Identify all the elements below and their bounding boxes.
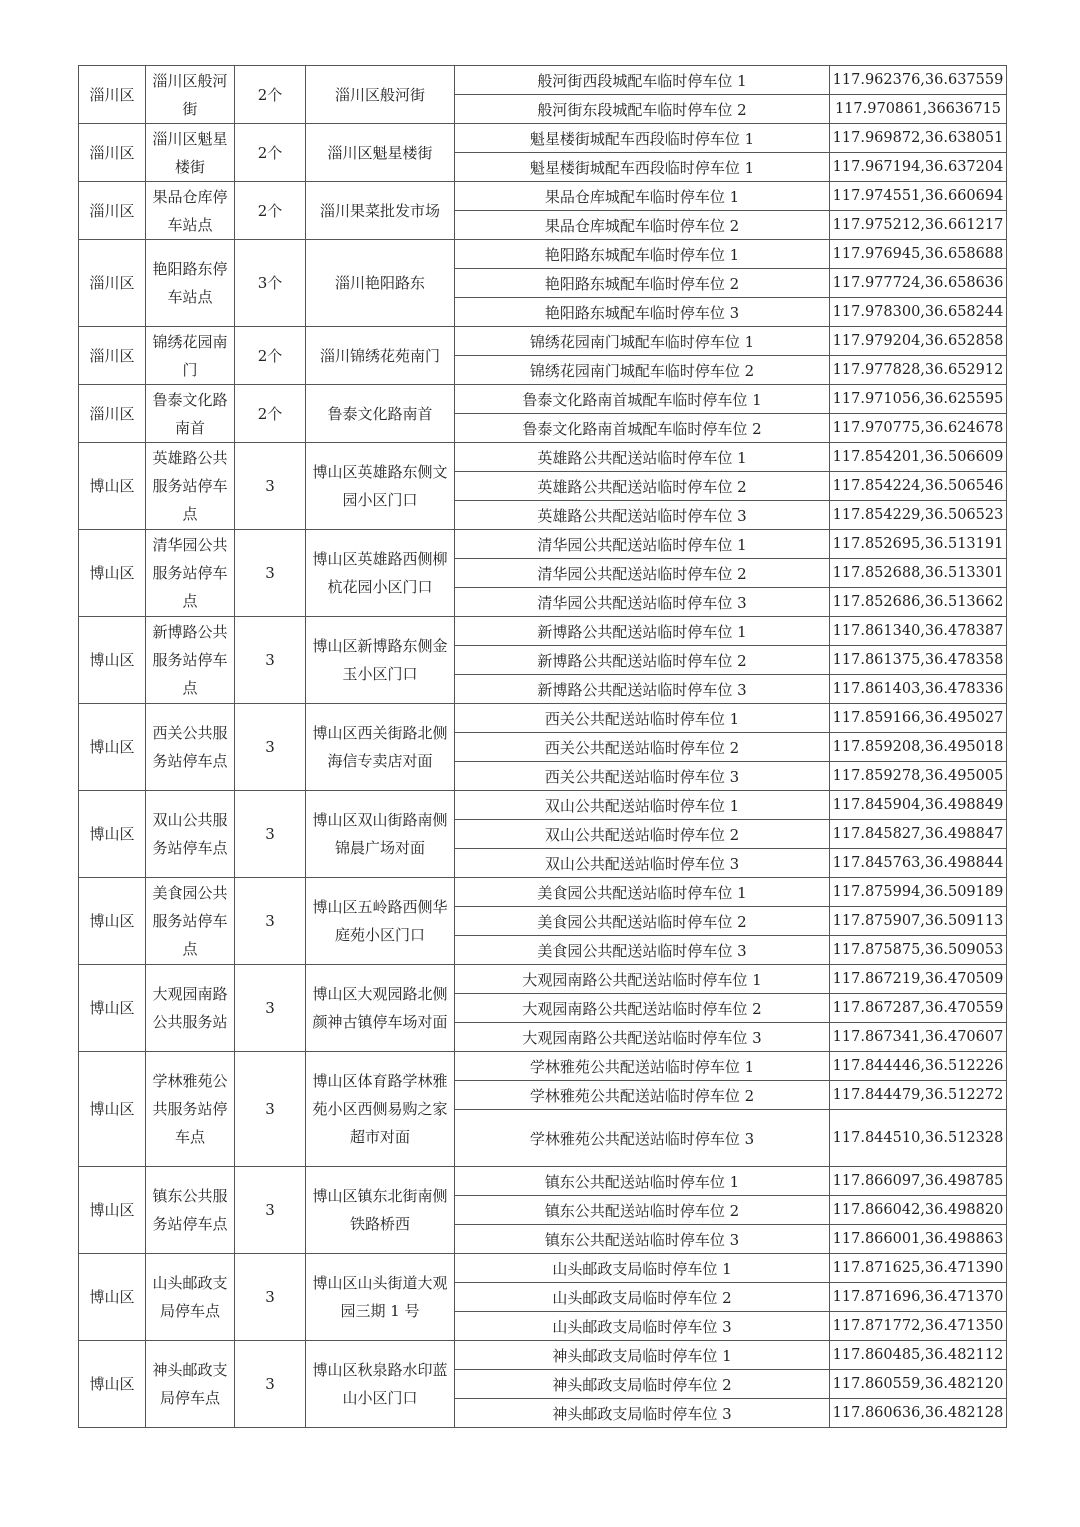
district-cell: 博山区	[79, 878, 146, 965]
space-name-cell: 镇东公共配送站临时停车位 3	[455, 1225, 830, 1254]
space-name-cell: 镇东公共配送站临时停车位 2	[455, 1196, 830, 1225]
site-name-cell: 西关公共服务站停车点	[146, 704, 235, 791]
table-row	[79, 965, 1007, 994]
district-cell: 博山区	[79, 791, 146, 878]
table-row	[79, 704, 1007, 733]
space-name-cell: 英雄路公共配送站临时停车位 1	[455, 443, 830, 472]
space-name-cell: 艳阳路东城配车临时停车位 1	[455, 240, 830, 269]
coordinates-cell: 117.875907,36.509113	[830, 907, 1007, 936]
table-row	[79, 791, 1007, 820]
table-row	[79, 1167, 1007, 1196]
space-count-cell: 2个	[235, 385, 306, 443]
space-name-cell: 新博路公共配送站临时停车位 1	[455, 617, 830, 646]
location-cell: 鲁泰文化路南首	[306, 385, 455, 443]
coordinates-cell: 117.860636,36.482128	[830, 1399, 1007, 1428]
location-cell: 淄川区魁星楼街	[306, 124, 455, 182]
space-name-cell: 双山公共配送站临时停车位 2	[455, 820, 830, 849]
coordinates-cell: 117.860485,36.482112	[830, 1341, 1007, 1370]
location-cell: 博山区秋泉路水印蓝山小区门口	[306, 1341, 455, 1428]
space-name-cell: 新博路公共配送站临时停车位 2	[455, 646, 830, 675]
table-row	[79, 1052, 1007, 1081]
coordinates-cell: 117.867219,36.470509	[830, 965, 1007, 994]
coordinates-cell: 117.854224,36.506546	[830, 472, 1007, 501]
coordinates-cell: 117.867287,36.470559	[830, 994, 1007, 1023]
coordinates-cell: 117.859166,36.495027	[830, 704, 1007, 733]
district-cell: 淄川区	[79, 66, 146, 124]
district-cell: 博山区	[79, 1052, 146, 1167]
coordinates-cell: 117.875994,36.509189	[830, 878, 1007, 907]
coordinates-cell: 117.854201,36.506609	[830, 443, 1007, 472]
site-name-cell: 英雄路公共服务站停车点	[146, 443, 235, 530]
coordinates-cell: 117.970861,36636715	[830, 95, 1007, 124]
space-name-cell: 魁星楼街城配车西段临时停车位 1	[455, 124, 830, 153]
space-name-cell: 锦绣花园南门城配车临时停车位 1	[455, 327, 830, 356]
location-cell: 淄川艳阳路东	[306, 240, 455, 327]
coordinates-cell: 117.845904,36.498849	[830, 791, 1007, 820]
site-name-cell: 锦绣花园南门	[146, 327, 235, 385]
district-cell: 淄川区	[79, 385, 146, 443]
space-name-cell: 西关公共配送站临时停车位 3	[455, 762, 830, 791]
coordinates-cell: 117.844510,36.512328	[830, 1110, 1007, 1167]
space-name-cell: 山头邮政支局临时停车位 3	[455, 1312, 830, 1341]
location-cell: 博山区英雄路东侧文园小区门口	[306, 443, 455, 530]
coordinates-cell: 117.844446,36.512226	[830, 1052, 1007, 1081]
site-name-cell: 美食园公共服务站停车点	[146, 878, 235, 965]
coordinates-cell: 117.969872,36.638051	[830, 124, 1007, 153]
location-cell: 淄川果菜批发市场	[306, 182, 455, 240]
location-cell: 博山区体育路学林雅苑小区西侧易购之家超市对面	[306, 1052, 455, 1167]
coordinates-cell: 117.871625,36.471390	[830, 1254, 1007, 1283]
space-name-cell: 美食园公共配送站临时停车位 2	[455, 907, 830, 936]
table-row	[79, 443, 1007, 472]
space-name-cell: 锦绣花园南门城配车临时停车位 2	[455, 356, 830, 385]
space-name-cell: 艳阳路东城配车临时停车位 3	[455, 298, 830, 327]
space-name-cell: 清华园公共配送站临时停车位 3	[455, 588, 830, 617]
district-cell: 淄川区	[79, 182, 146, 240]
space-count-cell: 3	[235, 1052, 306, 1167]
space-name-cell: 双山公共配送站临时停车位 3	[455, 849, 830, 878]
space-name-cell: 大观园南路公共配送站临时停车位 2	[455, 994, 830, 1023]
site-name-cell: 淄川区魁星楼街	[146, 124, 235, 182]
coordinates-cell: 117.975212,36.661217	[830, 211, 1007, 240]
table-row	[79, 617, 1007, 646]
space-name-cell: 清华园公共配送站临时停车位 1	[455, 530, 830, 559]
coordinates-cell: 117.844479,36.512272	[830, 1081, 1007, 1110]
space-name-cell: 神头邮政支局临时停车位 2	[455, 1370, 830, 1399]
space-count-cell: 3	[235, 1341, 306, 1428]
space-count-cell: 2个	[235, 124, 306, 182]
space-name-cell: 鲁泰文化路南首城配车临时停车位 1	[455, 385, 830, 414]
table-row	[79, 530, 1007, 559]
space-name-cell: 学林雅苑公共配送站临时停车位 1	[455, 1052, 830, 1081]
space-name-cell: 魁星楼街城配车西段临时停车位 1	[455, 153, 830, 182]
site-name-cell: 果品仓库停车站点	[146, 182, 235, 240]
space-count-cell: 3	[235, 965, 306, 1052]
space-name-cell: 清华园公共配送站临时停车位 2	[455, 559, 830, 588]
location-cell: 淄川锦绣花苑南门	[306, 327, 455, 385]
space-name-cell: 山头邮政支局临时停车位 2	[455, 1283, 830, 1312]
district-cell: 博山区	[79, 1254, 146, 1341]
coordinates-cell: 117.978300,36.658244	[830, 298, 1007, 327]
space-name-cell: 西关公共配送站临时停车位 1	[455, 704, 830, 733]
coordinates-cell: 117.852688,36.513301	[830, 559, 1007, 588]
site-name-cell: 鲁泰文化路南首	[146, 385, 235, 443]
table-row	[79, 182, 1007, 211]
table-row	[79, 878, 1007, 907]
site-name-cell: 大观园南路公共服务站	[146, 965, 235, 1052]
district-cell: 淄川区	[79, 124, 146, 182]
location-cell: 博山区新博路东侧金玉小区门口	[306, 617, 455, 704]
space-name-cell: 学林雅苑公共配送站临时停车位 3	[455, 1110, 830, 1167]
space-count-cell: 3	[235, 878, 306, 965]
coordinates-cell: 117.970775,36.624678	[830, 414, 1007, 443]
location-cell: 博山区双山街路南侧锦晨广场对面	[306, 791, 455, 878]
coordinates-cell: 117.852686,36.513662	[830, 588, 1007, 617]
location-cell: 淄川区般河街	[306, 66, 455, 124]
coordinates-cell: 117.875875,36.509053	[830, 936, 1007, 965]
table-row	[79, 124, 1007, 153]
site-name-cell: 清华园公共服务站停车点	[146, 530, 235, 617]
space-count-cell: 3	[235, 617, 306, 704]
space-name-cell: 艳阳路东城配车临时停车位 2	[455, 269, 830, 298]
coordinates-cell: 117.967194,36.637204	[830, 153, 1007, 182]
space-count-cell: 3个	[235, 240, 306, 327]
space-name-cell: 学林雅苑公共配送站临时停车位 2	[455, 1081, 830, 1110]
space-count-cell: 3	[235, 530, 306, 617]
space-count-cell: 3	[235, 443, 306, 530]
space-count-cell: 3	[235, 704, 306, 791]
table-row	[79, 385, 1007, 414]
coordinates-cell: 117.866097,36.498785	[830, 1167, 1007, 1196]
site-name-cell: 神头邮政支局停车点	[146, 1341, 235, 1428]
coordinates-cell: 117.852695,36.513191	[830, 530, 1007, 559]
space-name-cell: 英雄路公共配送站临时停车位 2	[455, 472, 830, 501]
table-row	[79, 1254, 1007, 1283]
site-name-cell: 淄川区般河街	[146, 66, 235, 124]
coordinates-cell: 117.845763,36.498844	[830, 849, 1007, 878]
site-name-cell: 艳阳路东停车站点	[146, 240, 235, 327]
space-count-cell: 2个	[235, 66, 306, 124]
site-name-cell: 学林雅苑公共服务站停车点	[146, 1052, 235, 1167]
location-cell: 博山区五岭路西侧华庭苑小区门口	[306, 878, 455, 965]
coordinates-cell: 117.860559,36.482120	[830, 1370, 1007, 1399]
coordinates-cell: 117.861375,36.478358	[830, 646, 1007, 675]
district-cell: 博山区	[79, 704, 146, 791]
space-name-cell: 山头邮政支局临时停车位 1	[455, 1254, 830, 1283]
parking-spaces-table	[78, 65, 1007, 1428]
coordinates-cell: 117.979204,36.652858	[830, 327, 1007, 356]
location-cell: 博山区山头街道大观园三期 1 号	[306, 1254, 455, 1341]
district-cell: 博山区	[79, 965, 146, 1052]
coordinates-cell: 117.871772,36.471350	[830, 1312, 1007, 1341]
coordinates-cell: 117.861340,36.478387	[830, 617, 1007, 646]
space-name-cell: 果品仓库城配车临时停车位 2	[455, 211, 830, 240]
district-cell: 淄川区	[79, 240, 146, 327]
coordinates-cell: 117.871696,36.471370	[830, 1283, 1007, 1312]
space-name-cell: 镇东公共配送站临时停车位 1	[455, 1167, 830, 1196]
space-name-cell: 般河街西段城配车临时停车位 1	[455, 66, 830, 95]
coordinates-cell: 117.861403,36.478336	[830, 675, 1007, 704]
coordinates-cell: 117.854229,36.506523	[830, 501, 1007, 530]
location-cell: 博山区镇东北街南侧铁路桥西	[306, 1167, 455, 1254]
location-cell: 博山区大观园路北侧颜神古镇停车场对面	[306, 965, 455, 1052]
coordinates-cell: 117.845827,36.498847	[830, 820, 1007, 849]
space-name-cell: 美食园公共配送站临时停车位 1	[455, 878, 830, 907]
location-cell: 博山区西关街路北侧海信专卖店对面	[306, 704, 455, 791]
district-cell: 博山区	[79, 443, 146, 530]
table-row	[79, 66, 1007, 95]
site-name-cell: 山头邮政支局停车点	[146, 1254, 235, 1341]
table-row	[79, 1341, 1007, 1370]
space-name-cell: 双山公共配送站临时停车位 1	[455, 791, 830, 820]
space-name-cell: 英雄路公共配送站临时停车位 3	[455, 501, 830, 530]
space-count-cell: 2个	[235, 182, 306, 240]
district-cell: 博山区	[79, 617, 146, 704]
space-name-cell: 般河街东段城配车临时停车位 2	[455, 95, 830, 124]
coordinates-cell: 117.859208,36.495018	[830, 733, 1007, 762]
space-name-cell: 神头邮政支局临时停车位 3	[455, 1399, 830, 1428]
space-name-cell: 鲁泰文化路南首城配车临时停车位 2	[455, 414, 830, 443]
space-name-cell: 果品仓库城配车临时停车位 1	[455, 182, 830, 211]
coordinates-cell: 117.977724,36.658636	[830, 269, 1007, 298]
coordinates-cell: 117.977828,36.652912	[830, 356, 1007, 385]
location-cell: 博山区英雄路西侧柳杭花园小区门口	[306, 530, 455, 617]
table-row	[79, 327, 1007, 356]
space-count-cell: 2个	[235, 327, 306, 385]
coordinates-cell: 117.866042,36.498820	[830, 1196, 1007, 1225]
space-name-cell: 大观园南路公共配送站临时停车位 3	[455, 1023, 830, 1052]
site-name-cell: 双山公共服务站停车点	[146, 791, 235, 878]
space-name-cell: 美食园公共配送站临时停车位 3	[455, 936, 830, 965]
district-cell: 博山区	[79, 1167, 146, 1254]
space-name-cell: 西关公共配送站临时停车位 2	[455, 733, 830, 762]
space-name-cell: 新博路公共配送站临时停车位 3	[455, 675, 830, 704]
coordinates-cell: 117.962376,36.637559	[830, 66, 1007, 95]
coordinates-cell: 117.859278,36.495005	[830, 762, 1007, 791]
district-cell: 博山区	[79, 1341, 146, 1428]
space-count-cell: 3	[235, 1167, 306, 1254]
coordinates-cell: 117.976945,36.658688	[830, 240, 1007, 269]
district-cell: 淄川区	[79, 327, 146, 385]
table-row	[79, 240, 1007, 269]
space-count-cell: 3	[235, 1254, 306, 1341]
district-cell: 博山区	[79, 530, 146, 617]
coordinates-cell: 117.971056,36.625595	[830, 385, 1007, 414]
space-count-cell: 3	[235, 791, 306, 878]
coordinates-cell: 117.867341,36.470607	[830, 1023, 1007, 1052]
space-name-cell: 神头邮政支局临时停车位 1	[455, 1341, 830, 1370]
parking-table-page	[78, 65, 1006, 1428]
site-name-cell: 镇东公共服务站停车点	[146, 1167, 235, 1254]
coordinates-cell: 117.974551,36.660694	[830, 182, 1007, 211]
coordinates-cell: 117.866001,36.498863	[830, 1225, 1007, 1254]
space-name-cell: 大观园南路公共配送站临时停车位 1	[455, 965, 830, 994]
site-name-cell: 新博路公共服务站停车点	[146, 617, 235, 704]
